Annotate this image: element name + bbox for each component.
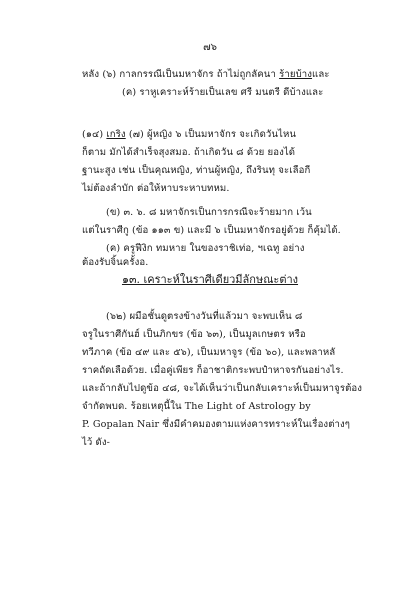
text-line bbox=[82, 382, 362, 395]
text-segment: ต้องรับจิ้นครั้งอ. bbox=[82, 257, 149, 268]
text-segment: หลัง (๖) กาลกรรณีเป็นมหาจักร ถ้าไม่ถูกลัคนา bbox=[82, 69, 280, 80]
text-line bbox=[82, 182, 229, 195]
text-segment: และถ้ากลับไปดูข้อ ๔๘, จะได้เห็นว่าเป็นกลับเคราะห์เป็นมหาจูรต้อง bbox=[82, 383, 363, 394]
text-segment: ก็ตาม มักได้สำเร็จสุงสมอ. ถ้าเกิดวัน ๘ ด้วย ยองได้ bbox=[82, 147, 296, 158]
text-segment: (ค) ครูฟีงิก ทมหาย ในของราชิเท่อ, ฯเฉทู อย่าง bbox=[106, 243, 305, 254]
text-segment: ราคถัดเลือด้วย. เมื่อคู่เพียร ก็อาชาติกระพบปำหาจรกันอย่างไร. bbox=[82, 365, 344, 376]
text-line bbox=[122, 86, 323, 99]
text-segment: (๖๒) ผมือชั้นดูตรงข้างวันที่แล้วมา จะพบเห็น ๘ bbox=[106, 311, 303, 322]
text-line bbox=[82, 68, 330, 81]
page-number: ๗๖ bbox=[203, 42, 217, 53]
text-line bbox=[82, 146, 295, 159]
text-line bbox=[82, 328, 306, 341]
text-line bbox=[82, 436, 110, 449]
text-segment: ฐานะสูง เช่น เป็นคุณหญิง, ท่านผู้หญิง, ถึงรินทุ จะเลือกี bbox=[82, 165, 311, 176]
text-line bbox=[82, 346, 335, 359]
text-segment: (ข) ๓. ๖. ๘ มหาจักรเป็นการกรณีจะร้ายมาก เว้น bbox=[106, 207, 312, 218]
underlined-text: ร้ายบ้าง bbox=[279, 69, 313, 80]
text-segment: (๑๔) bbox=[82, 129, 107, 140]
text-segment: ทวีภาค (ข้อ ๔๙ และ ๕๖), เป็นมหาจูร (ข้อ ๖๐), และพลาหลั bbox=[82, 347, 336, 358]
text-segment: (๗) ผู้หญิง ๖ เป็นมหาจักร จะเกิดวันไหน bbox=[125, 129, 297, 140]
section-heading: ๑๓. เคราะห์ในราศีเดียวมีลักษณะต่าง bbox=[121, 273, 299, 286]
text-line bbox=[106, 206, 312, 219]
text-line bbox=[82, 256, 148, 269]
text-line bbox=[82, 128, 296, 141]
text-line bbox=[82, 364, 344, 377]
text-line bbox=[82, 224, 341, 237]
text-segment: ไม่ต้องลำบัก ต่อให้หาบระหาบทหม. bbox=[82, 183, 230, 194]
text-segment: และ bbox=[312, 69, 330, 80]
text-segment: (ค) ราหูเคราะห์ร้ายเป็นเลข ศรี มนตรี ดีบ้างและ bbox=[122, 87, 324, 98]
text-segment: จรูในราศีกันฮ์ เป็นภิกขร (ข้อ ๖๓), เป็นมูลเกษตร หรือ bbox=[82, 329, 306, 340]
text-segment: P. Gopalan Nair ซึ่งมีคำคมองตามแห่งคารทราะห์ในเรื่องต่างๆ bbox=[82, 419, 351, 430]
text-line bbox=[82, 164, 310, 177]
text-line bbox=[82, 418, 350, 431]
underlined-text: เกริง bbox=[106, 129, 126, 140]
text-line bbox=[82, 400, 311, 413]
text-line bbox=[106, 242, 304, 255]
text-segment: ไว้ ดัง- bbox=[82, 437, 111, 448]
text-segment: แต่ในราศีกู (ข้อ ๑๑๓ ข) และมี ๖ เป็นมหาจักรอยู่ด้วย ก็คุ้มได้. bbox=[82, 225, 341, 236]
text-segment: จำกัดพบด. ร้อยเหตุนี้ใน The Light of Astrology by bbox=[82, 401, 311, 412]
text-line bbox=[106, 310, 302, 323]
